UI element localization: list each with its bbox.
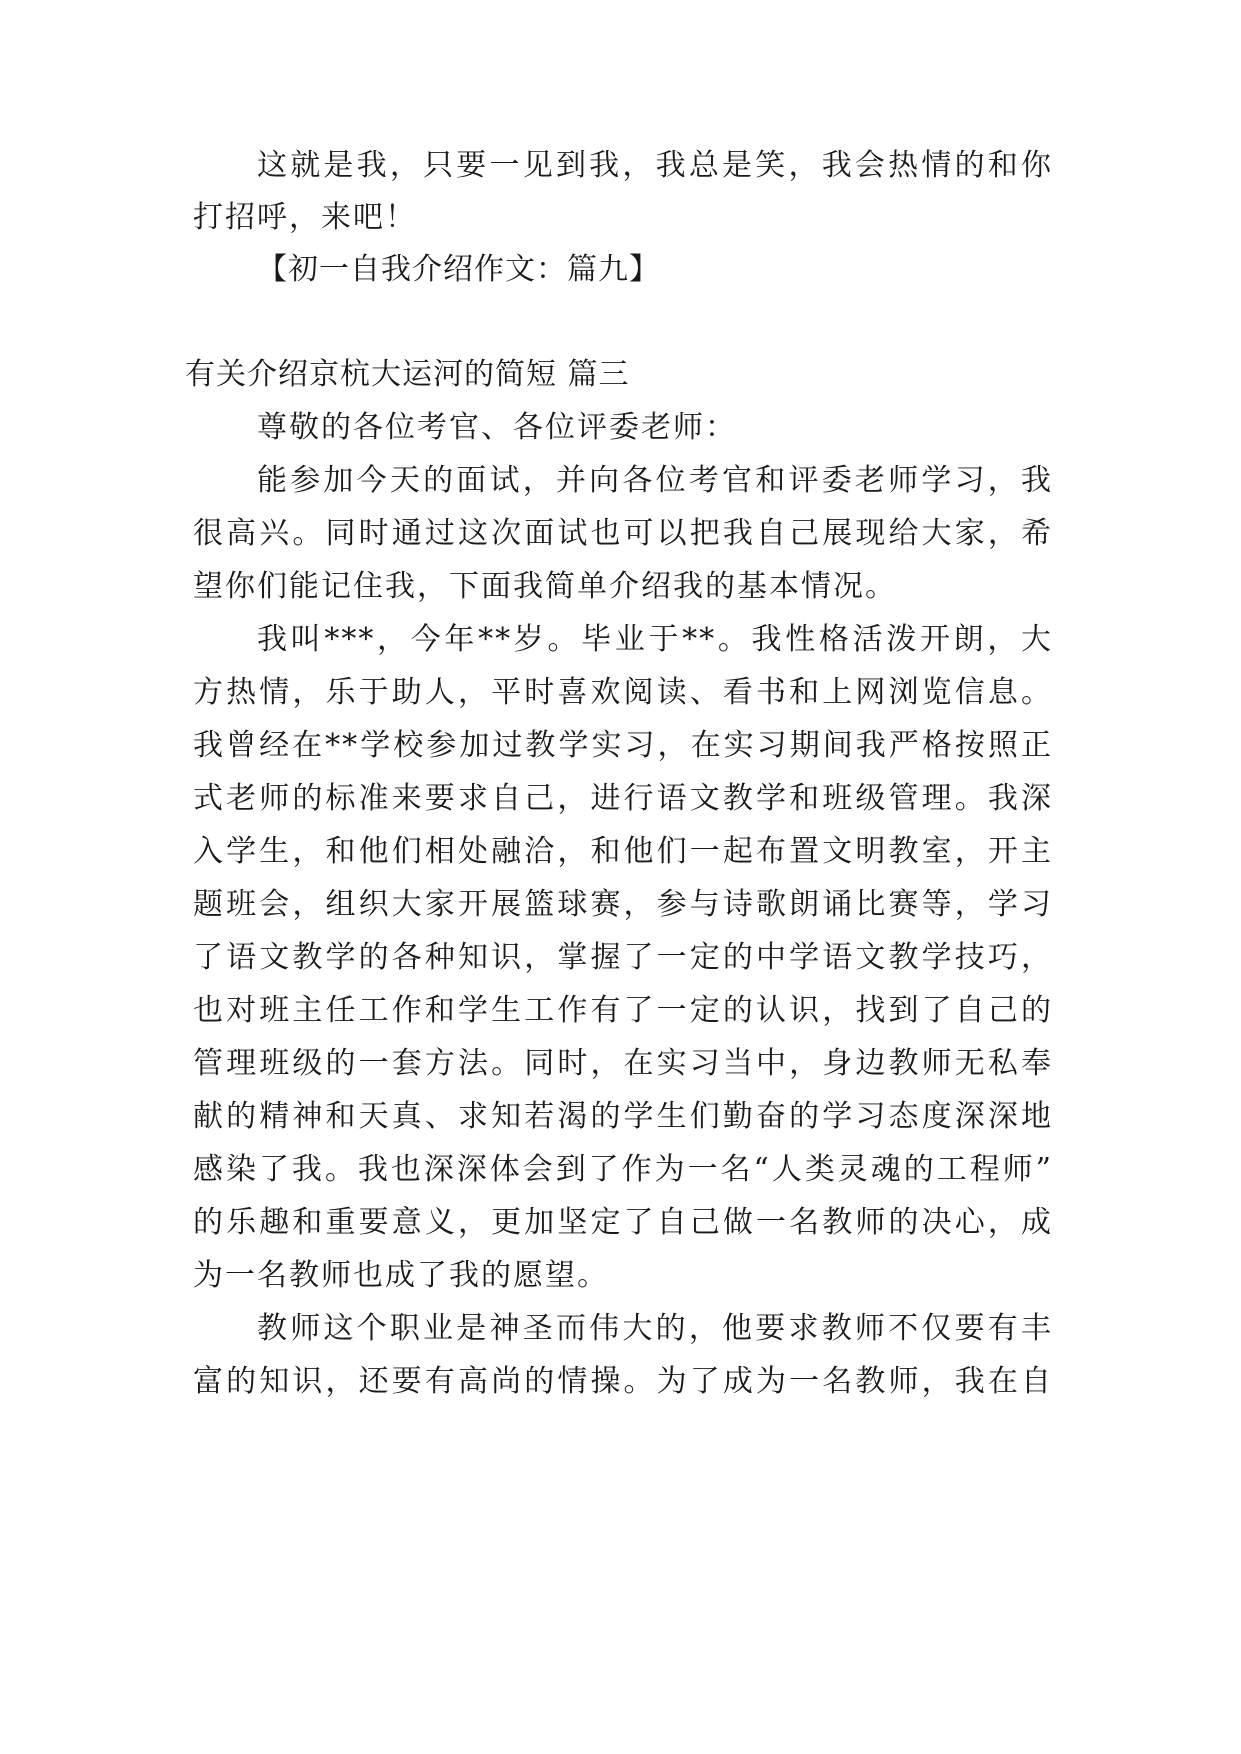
paragraph-line: 入学生，和他们相处融洽，和他们一起布置文明教室，开主 — [193, 834, 1053, 869]
paragraph-line: 为一名教师也成了我的愿望。 — [193, 1258, 609, 1293]
paragraph-line: 了语文教学的各种知识，掌握了一定的中学语文教学技巧， — [193, 940, 1053, 975]
paragraph-line: 管理班级的一套方法。同时，在实习当中，身边教师无私奉 — [193, 1046, 1053, 1081]
paragraph-line: 富的知识，还要有高尚的情操。为了成为一名教师，我在自 — [193, 1364, 1053, 1399]
salutation: 尊敬的各位考官、各位评委老师： — [257, 410, 737, 445]
paragraph-line: 的乐趣和重要意义，更加坚定了自己做一名教师的决心，成 — [193, 1205, 1053, 1240]
paragraph-line: 我曾经在**学校参加过教学实习，在实习期间我严格按照正 — [193, 728, 1053, 763]
prev-section-line: 打招呼，来吧！ — [193, 200, 417, 235]
paragraph-line: 方热情，乐于助人，平时喜欢阅读、看书和上网浏览信息。 — [193, 675, 1053, 710]
paragraph-line: 望你们能记住我，下面我简单介绍我的基本情况。 — [193, 569, 897, 604]
prev-section-line: 这就是我，只要一见到我，我总是笑，我会热情的和你 — [257, 148, 1053, 183]
section-title: 有关介绍京杭大运河的简短 篇三 — [185, 357, 630, 392]
paragraph-line: 我叫***，今年**岁。毕业于**。我性格活泼开朗，大 — [257, 622, 1053, 657]
paragraph-line: 教师这个职业是神圣而伟大的，他要求教师不仅要有丰 — [257, 1311, 1053, 1346]
paragraph-line: 献的精神和天真、求知若渴的学生们勤奋的学习态度深深地 — [193, 1099, 1053, 1134]
paragraph-line: 也对班主任工作和学生工作有了一定的认识，找到了自己的 — [193, 993, 1053, 1028]
paragraph-line: 式老师的标准来要求自己，进行语文教学和班级管理。我深 — [193, 781, 1053, 816]
paragraph-line: 能参加今天的面试，并向各位考官和评委老师学习，我 — [257, 463, 1053, 498]
next-essay-title: 【初一自我介绍作文：篇九】 — [257, 252, 660, 287]
paragraph-line: 很高兴。同时通过这次面试也可以把我自己展现给大家，希 — [193, 516, 1053, 551]
paragraph-line: 题班会，组织大家开展篮球赛，参与诗歌朗诵比赛等，学习 — [193, 887, 1053, 922]
paragraph-line: 感染了我。我也深深体会到了作为一名“人类灵魂的工程师” — [193, 1152, 1053, 1187]
